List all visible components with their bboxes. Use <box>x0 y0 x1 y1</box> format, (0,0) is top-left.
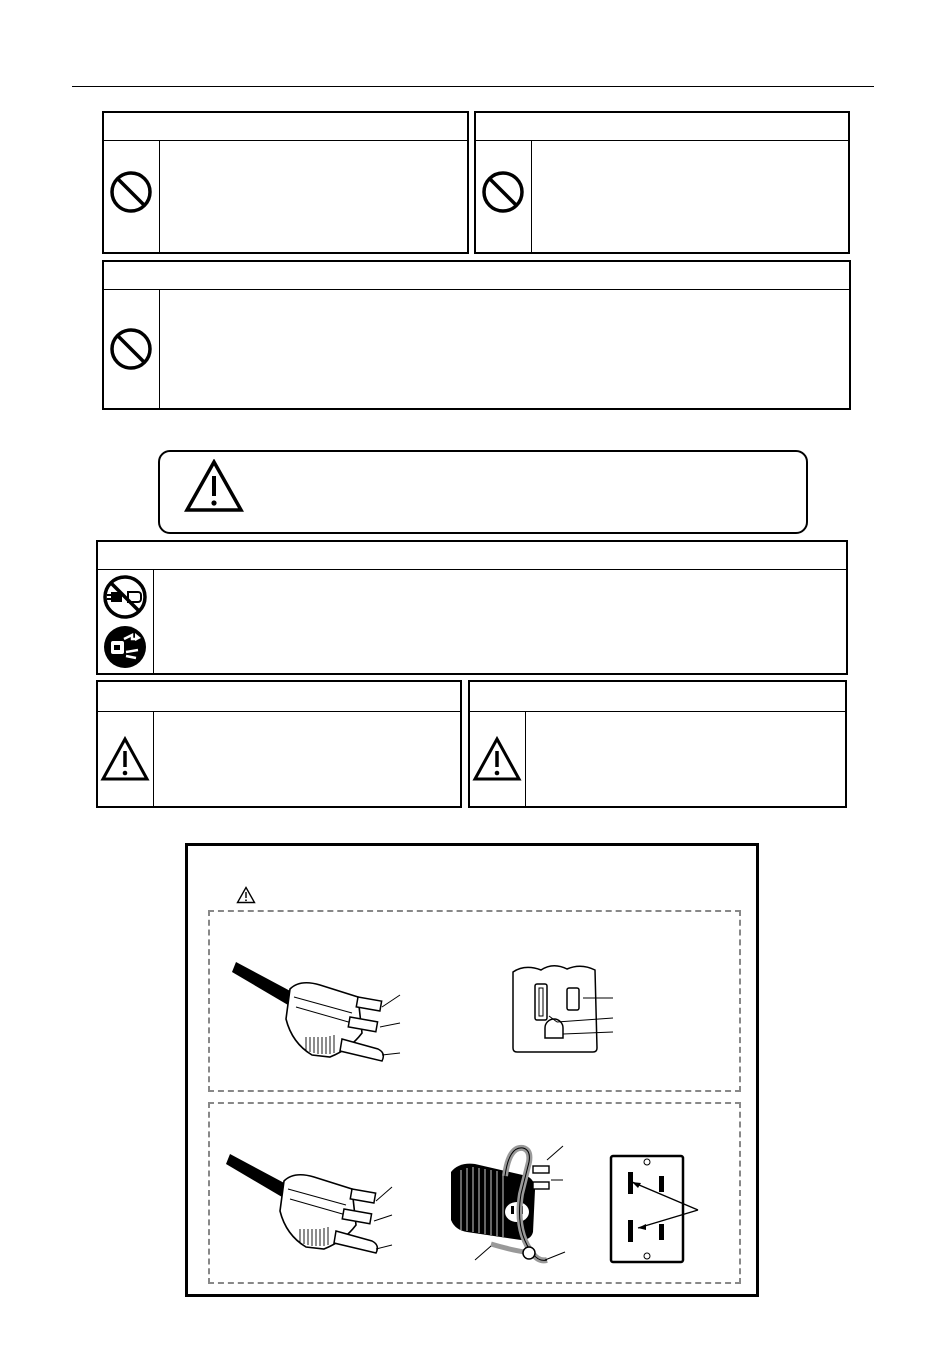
warning-triangle-icon <box>236 886 256 904</box>
box-icon-column <box>98 711 154 806</box>
warning-triangle-icon <box>100 736 150 782</box>
box-icon-column <box>98 569 154 673</box>
duplex-outlet-drawing <box>608 1154 728 1284</box>
box-text <box>162 574 840 669</box>
grounding-adapter-drawing <box>435 1136 585 1276</box>
box-text <box>534 718 839 802</box>
box-heading <box>470 682 845 712</box>
box-icon-column <box>470 711 526 806</box>
figure-panel-upper <box>208 910 741 1092</box>
caution-banner <box>158 450 808 534</box>
figure-panel-lower <box>208 1102 741 1284</box>
box-text <box>168 294 843 404</box>
prohibition-icon <box>109 170 153 214</box>
box-heading <box>104 113 467 141</box>
prohibition-box-2 <box>474 111 850 254</box>
box-icon-column <box>104 289 160 408</box>
box-icon-column <box>104 140 160 252</box>
unplug-box <box>96 540 848 675</box>
prohibition-icon <box>481 170 525 214</box>
box-text <box>168 145 461 248</box>
prohibition-box-3 <box>102 260 851 410</box>
box-heading <box>104 262 849 290</box>
box-heading <box>98 542 846 570</box>
prohibition-box-1 <box>102 111 469 254</box>
caution-box-2 <box>468 680 847 808</box>
grounded-outlet-drawing <box>505 960 645 1060</box>
box-heading <box>476 113 848 141</box>
three-prong-plug-drawing <box>224 1149 414 1269</box>
no-disassembly-icon <box>102 574 148 620</box>
prohibition-icon <box>109 327 153 371</box>
grounding-figure <box>185 843 759 1297</box>
box-text <box>540 145 842 248</box>
three-prong-plug-drawing <box>230 957 420 1077</box>
box-icon-column <box>476 140 532 252</box>
warning-triangle-icon <box>184 459 244 513</box>
unplug-icon <box>102 624 148 670</box>
box-text <box>162 718 454 802</box>
warning-triangle-icon <box>472 736 522 782</box>
box-heading <box>98 682 460 712</box>
caution-box-1 <box>96 680 462 808</box>
header-rule <box>72 86 874 87</box>
